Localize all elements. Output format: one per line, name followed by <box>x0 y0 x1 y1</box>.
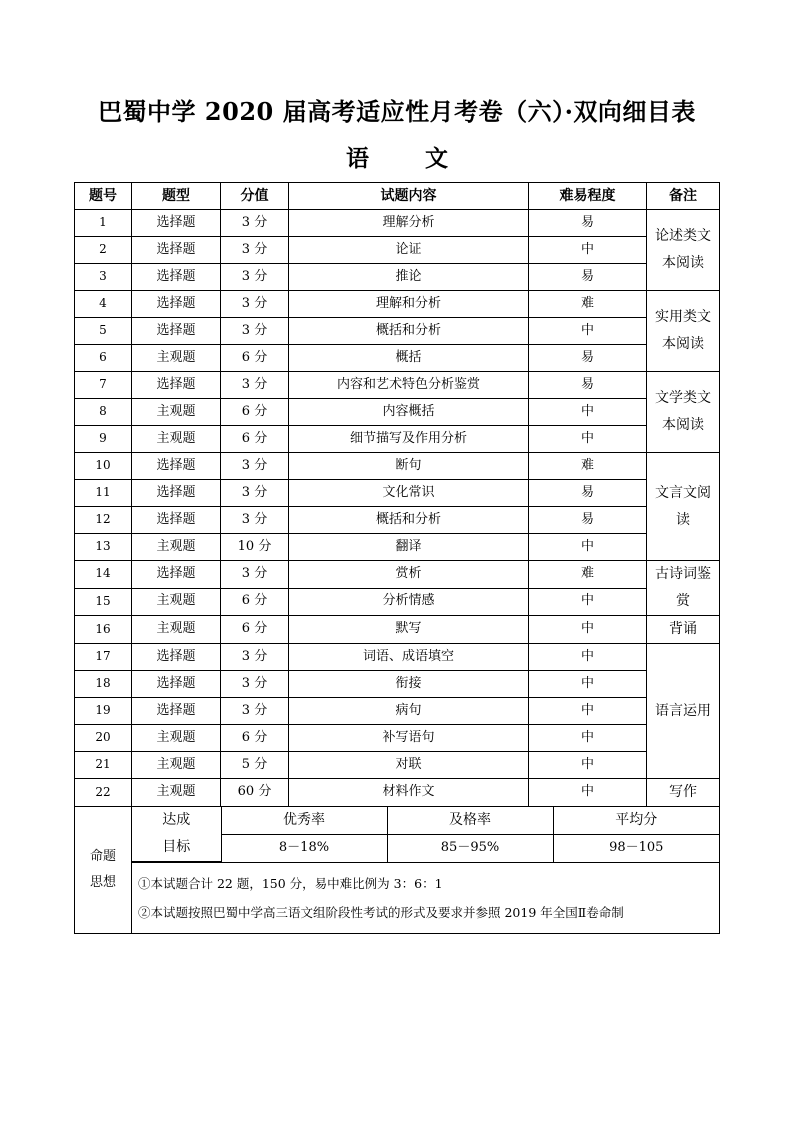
table-row <box>75 779 720 807</box>
header-type: 题型 <box>132 183 221 210</box>
remark-g5 <box>647 561 720 616</box>
footer-row-notes <box>75 863 720 934</box>
question-content: 翻译 <box>289 534 529 561</box>
question-number: 8 <box>75 399 132 426</box>
remark-line: 文学类文 <box>655 390 711 406</box>
question-number: 21 <box>75 752 132 779</box>
question-content: 默写 <box>289 616 529 644</box>
question-number: 4 <box>75 291 132 318</box>
table-row <box>75 399 720 426</box>
table-row <box>75 588 720 616</box>
remark-line: 古诗词鉴 <box>655 566 711 582</box>
question-score: 3 分 <box>221 671 289 698</box>
difficulty-level: 易 <box>529 264 647 291</box>
header-score: 分值 <box>221 183 289 210</box>
question-type: 主观题 <box>132 399 221 426</box>
question-score: 6 分 <box>221 399 289 426</box>
table-row <box>75 453 720 480</box>
target-label <box>132 807 221 862</box>
question-number: 12 <box>75 507 132 534</box>
question-number: 15 <box>75 588 132 616</box>
question-number: 10 <box>75 453 132 480</box>
remark-g6: 背诵 <box>647 616 720 644</box>
question-content: 概括和分析 <box>289 318 529 345</box>
subject-title: 语 文 <box>345 145 472 172</box>
question-type: 主观题 <box>132 779 221 807</box>
question-type: 主观题 <box>132 616 221 644</box>
table-row <box>75 291 720 318</box>
question-content: 词语、成语填空 <box>289 644 529 671</box>
question-number: 2 <box>75 237 132 264</box>
question-number: 11 <box>75 480 132 507</box>
difficulty-level: 中 <box>529 616 647 644</box>
question-score: 3 分 <box>221 372 289 399</box>
difficulty-level: 难 <box>529 453 647 480</box>
question-score: 3 分 <box>221 644 289 671</box>
header-remark: 备注 <box>647 183 720 210</box>
question-score: 3 分 <box>221 318 289 345</box>
table-row <box>75 561 720 589</box>
header-content: 试题内容 <box>289 183 529 210</box>
table-body <box>75 210 720 807</box>
remark-line: 读 <box>676 511 690 528</box>
question-number: 6 <box>75 345 132 372</box>
question-content: 细节描写及作用分析 <box>289 426 529 453</box>
table-row <box>75 698 720 725</box>
difficulty-level: 中 <box>529 779 647 807</box>
difficulty-level: 难 <box>529 561 647 589</box>
table-row <box>75 507 720 534</box>
question-type: 选择题 <box>132 480 221 507</box>
remark-g8: 写作 <box>647 779 720 807</box>
question-score: 6 分 <box>221 588 289 616</box>
table-row <box>75 534 720 561</box>
difficulty-level: 中 <box>529 426 647 453</box>
remark-line: 本阅读 <box>662 417 704 433</box>
question-content: 材料作文 <box>289 779 529 807</box>
difficulty-level: 中 <box>529 588 647 616</box>
question-number: 1 <box>75 210 132 237</box>
question-number: 9 <box>75 426 132 453</box>
question-score: 3 分 <box>221 698 289 725</box>
question-content: 推论 <box>289 264 529 291</box>
remark-g1 <box>647 210 720 291</box>
difficulty-level: 中 <box>529 644 647 671</box>
targets-table <box>132 807 719 862</box>
question-score: 6 分 <box>221 616 289 644</box>
question-content: 内容概括 <box>289 399 529 426</box>
difficulty-level: 中 <box>529 534 647 561</box>
difficulty-level: 难 <box>529 291 647 318</box>
question-score: 3 分 <box>221 291 289 318</box>
difficulty-level: 易 <box>529 507 647 534</box>
document-title: 巴蜀中学 2020 届高考适应性月考卷（六）·双向细目表 <box>98 97 696 126</box>
question-type: 选择题 <box>132 561 221 589</box>
table-row <box>75 725 720 752</box>
question-type: 选择题 <box>132 237 221 264</box>
question-type: 选择题 <box>132 507 221 534</box>
question-score: 3 分 <box>221 264 289 291</box>
difficulty-level: 中 <box>529 698 647 725</box>
remark-g4 <box>647 453 720 561</box>
question-content: 分析情感 <box>289 588 529 616</box>
header-row <box>75 183 720 210</box>
remark-line: 本阅读 <box>662 336 704 352</box>
table-row <box>75 426 720 453</box>
question-content: 文化常识 <box>289 480 529 507</box>
table-row <box>75 752 720 779</box>
question-content: 概括 <box>289 345 529 372</box>
question-type: 主观题 <box>132 725 221 752</box>
metric-pass-name: 及格率 <box>387 807 553 834</box>
question-type: 选择题 <box>132 291 221 318</box>
question-content: 断句 <box>289 453 529 480</box>
question-type: 主观题 <box>132 345 221 372</box>
table-row <box>75 264 720 291</box>
remark-line: 论述类文 <box>655 228 711 244</box>
difficulty-level: 中 <box>529 671 647 698</box>
metric-excellent-value: 8－18% <box>221 834 387 861</box>
footer-row-targets <box>75 807 720 863</box>
table-row <box>75 671 720 698</box>
note-2: ②本试题按照巴蜀中学高三语文组阶段性考试的形式及要求并参照 2019 年全国Ⅱ卷命制 <box>138 905 624 920</box>
note-1: ①本试题合计 22 题，150 分，易中难比例为 3：6：1 <box>138 876 443 891</box>
question-type: 选择题 <box>132 698 221 725</box>
remark-line: 赏 <box>676 593 690 609</box>
question-number: 5 <box>75 318 132 345</box>
question-number: 20 <box>75 725 132 752</box>
difficulty-level: 易 <box>529 480 647 507</box>
table-row <box>75 644 720 671</box>
metric-average-name: 平均分 <box>553 807 719 834</box>
question-score: 3 分 <box>221 237 289 264</box>
question-number: 3 <box>75 264 132 291</box>
remark-g7: 语言运用 <box>647 644 720 779</box>
question-type: 选择题 <box>132 671 221 698</box>
question-content: 补写语句 <box>289 725 529 752</box>
difficulty-level: 中 <box>529 752 647 779</box>
remark-g2 <box>647 291 720 372</box>
question-number: 19 <box>75 698 132 725</box>
question-score: 5 分 <box>221 752 289 779</box>
metric-excellent-name: 优秀率 <box>221 807 387 834</box>
footer-label-line2: 思想 <box>89 875 116 890</box>
remark-line: 本阅读 <box>662 255 704 271</box>
table-row <box>75 210 720 237</box>
difficulty-level: 中 <box>529 318 647 345</box>
remark-g3 <box>647 372 720 453</box>
table-row <box>75 616 720 644</box>
question-number: 14 <box>75 561 132 589</box>
question-score: 60 分 <box>221 779 289 807</box>
notes-cell <box>132 863 720 934</box>
difficulty-level: 易 <box>529 345 647 372</box>
question-number: 18 <box>75 671 132 698</box>
difficulty-level: 中 <box>529 725 647 752</box>
question-type: 主观题 <box>132 534 221 561</box>
question-content: 概括和分析 <box>289 507 529 534</box>
question-score: 6 分 <box>221 426 289 453</box>
footer-label <box>75 807 132 934</box>
question-content: 内容和艺术特色分析鉴赏 <box>289 372 529 399</box>
question-content: 理解分析 <box>289 210 529 237</box>
target-label-line2: 目标 <box>162 839 191 855</box>
difficulty-level: 易 <box>529 210 647 237</box>
difficulty-level: 易 <box>529 372 647 399</box>
question-type: 主观题 <box>132 426 221 453</box>
question-score: 10 分 <box>221 534 289 561</box>
question-number: 17 <box>75 644 132 671</box>
metric-pass-value: 85－95% <box>387 834 553 861</box>
difficulty-level: 中 <box>529 399 647 426</box>
footer-label-line1: 命题 <box>89 849 116 864</box>
header-no: 题号 <box>75 183 132 210</box>
question-type: 选择题 <box>132 453 221 480</box>
table-row <box>75 237 720 264</box>
question-score: 3 分 <box>221 453 289 480</box>
question-content: 病句 <box>289 698 529 725</box>
question-type: 主观题 <box>132 588 221 616</box>
question-content: 赏析 <box>289 561 529 589</box>
question-type: 选择题 <box>132 210 221 237</box>
question-type: 选择题 <box>132 264 221 291</box>
metric-average-value: 98－105 <box>553 834 719 861</box>
specification-table <box>74 182 720 934</box>
table-row <box>75 318 720 345</box>
table-row <box>75 480 720 507</box>
question-content: 衔接 <box>289 671 529 698</box>
question-score: 3 分 <box>221 507 289 534</box>
question-score: 6 分 <box>221 345 289 372</box>
table-row <box>75 372 720 399</box>
question-score: 3 分 <box>221 480 289 507</box>
question-content: 理解和分析 <box>289 291 529 318</box>
targets-cell <box>132 807 720 863</box>
question-type: 选择题 <box>132 372 221 399</box>
question-number: 7 <box>75 372 132 399</box>
header-level: 难易程度 <box>529 183 647 210</box>
question-type: 主观题 <box>132 752 221 779</box>
table-row <box>75 345 720 372</box>
question-type: 选择题 <box>132 644 221 671</box>
question-number: 16 <box>75 616 132 644</box>
difficulty-level: 中 <box>529 237 647 264</box>
question-number: 13 <box>75 534 132 561</box>
question-content: 对联 <box>289 752 529 779</box>
question-content: 论证 <box>289 237 529 264</box>
remark-line: 文言文阅 <box>655 484 711 501</box>
remark-line: 实用类文 <box>655 309 711 325</box>
question-score: 6 分 <box>221 725 289 752</box>
question-score: 3 分 <box>221 210 289 237</box>
question-score: 3 分 <box>221 561 289 589</box>
question-number: 22 <box>75 779 132 807</box>
target-label-line1: 达成 <box>162 812 191 828</box>
question-type: 选择题 <box>132 318 221 345</box>
